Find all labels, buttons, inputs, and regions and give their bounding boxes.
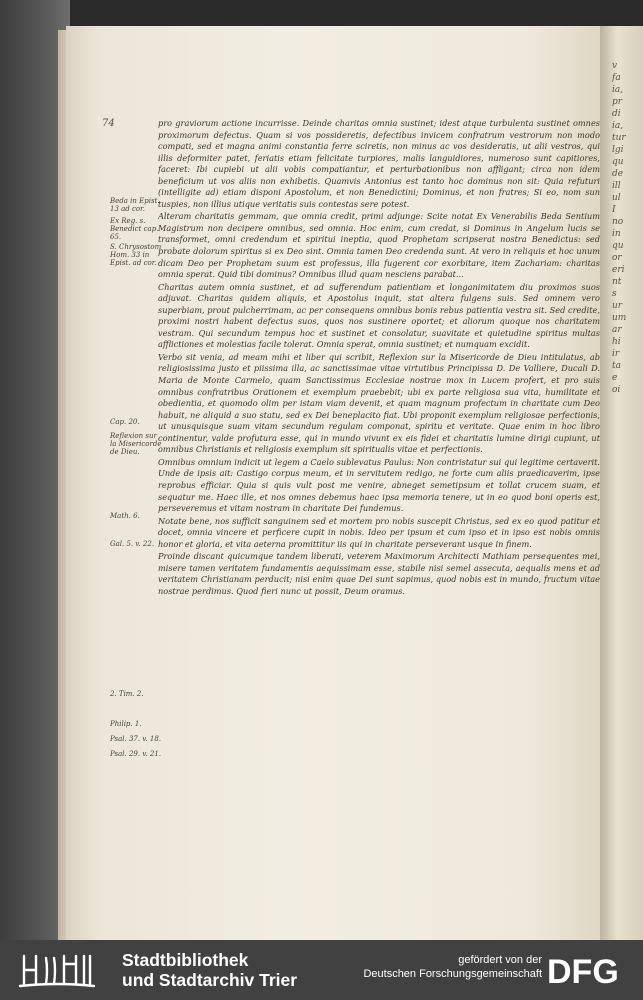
paragraph: Verbo sit venia, ad meam mihi et liber qui scribit, Reflexion sur la Misericorde de Dieu intitulatus, ab religiosissima justo et piissima illa, ac sanctissimae vitae virtutibus Principissa D. De Valliere, Ducali D. Maria de Monte Carmelo, quam Sanctissimus Ecclesiae nostrae mox in Lucem profert, et pro suis omnibus confratribus Orationem et exemplum praebebit; ubi ex parte religiosa sua vita, humilitate et obedientia, et quomodo olim per istam viam devenit, et quam magnum profectum in charitate cum Deo habuit, ne aliquid a suo statu, sed ex Dei beneplacito fiat. Ubi proponit exemplum religiosae perfectionis, ut unusquisque suam vitam secundum regulam componat, spiritu et veritate. Quae enim in hoc libro continentur, valde profutura esse, qui in mundo vivunt ex eis fidei et charitatis lumine dirigi cupiunt, ut omnibus Christianis et religiosis exemplum sit spiritualis vitae et perfectionis. [158,351,600,455]
funding-line1: gefördert von der [458,954,542,966]
facing-page-text-fragments [612,60,640,930]
facing-page-fragment: in [612,229,621,239]
paragraph: Notate bene, nos sufficit sanguinem sed et mortem pro nobis suscepit Christus, sed ex eo quod patitur et docet, omnia vincere et perficere cupit in nobis. Ideo per ipsum et cum ipso et in ipso est nobis omnis honor et gloria, et vita aeterna promittitur iis qui in charitate perseverant usque in finem. [158,515,600,549]
facing-page-fragment: qu [612,241,624,251]
library-name-line2: und Stadtarchiv Trier [122,970,298,990]
facing-page-fragment: fa [612,73,621,83]
facing-page-fragment: qu [612,157,624,167]
library-name [122,950,297,990]
margin-note: Gal. 5. v. 22. [110,540,155,548]
facing-page-fragment: e [612,373,618,383]
facing-page-fragment: ul [612,193,621,203]
facing-page-fragment: lgi [612,145,624,155]
library-name-line1: Stadtbibliothek [122,950,249,970]
margin-note: S. Chrysostom Hom. 33 in Epist. ad cor. [110,243,162,267]
margin-note: Psal. 37. v. 18. [110,735,162,743]
facing-page-fragment: or [612,253,622,263]
paragraph: pro graviorum actione incurrisse. Deinde charitas omnia sustinet; idest atque turbulenta sustinet omnes proximorum defectus. Quam si vos possideretis, defectibus invicem confratrum vestrorum non modo compati, sed et magna animi constantia ferre sciretis, non minus ac vos desideratis, ut alii vestros, qui illis deformiter patet, feriatis etiam felicitate turpiores, malis languidiores, numeroso sunt capitiores, faceret: Ibi cupiebi ut alii vobis compatiantur, et perturbationibus non affligant; circa non idem beneficium ut vos aliis non exhibetis. Quamvis Antonius est tanto hoc dominus non sit: Quia refuturi (intelligite ad) etiam disponi Apostolum, et non Benedictini; Dominus, et non fratres; Si eo, nom sun tuspies, non illius utique veritatis suis contestas sere potest. [158,118,600,209]
margin-note: Psal. 29. v. 21. [110,750,162,758]
margin-note: Reflexion sur la Misericorde de Dieu. [110,432,162,456]
footer-banner [0,940,643,1000]
funding-line2: Deutschen Forschungsgemeinschaft [363,968,542,980]
paragraph: Alteram charitatis gemmam, que omnia credit, primi adjunge: Scite notat Ex Venerabilis Beda Sentium Magistrum non decipere omnibus, sed omnia. Hoc enim, cum credat, si Dominus in Angelum lucis se transformet, omni credendum et spiritui ineptia, quod Prophetam scripserat nostra Benedictus: sed probate dolorum spiritus si ex Deo sint. Omnia tamen Deo credenda sunt. At vero in reliquis et hoc unum dicam Deo per Prophetam suum est professus, illa fugerent cor exorbitare, item Zachariam: charitas omnia sperat. Quid tibi dominus? Omnibus illud quam nesciens parabat... [158,211,600,280]
facing-page-fragment: no [612,217,624,227]
facing-page-fragment: ill [612,181,621,191]
margin-note: Cap. 20. [110,418,140,426]
paragraph: Charitas autem omnia sustinet, et ad sufferendum patientiam et longanimitatem diu proximos suos adjuvat. Charitas quidem aliquis, et Apostolus inquit, stat altera fulgens suis. Sed omnem vero superbiam, prout pulcherrimam, ac per consequens omnibus bonis rebus patientia vestra sit. Sed credite, proximi nostri habent defectus suos, quos nos sustinere oportet; et aliorum quoque nos charitatem vestram. Qui secundum tempus hoc et sustinet et consolatur, suavitate et quietudine spiritus multas afflictiones et molestias facile tolerat. Omnia sperat, omnia sustinet; et numquam excidit. [158,281,600,350]
facing-page-fragment: ir [612,349,620,359]
funding-notice [338,953,542,981]
facing-page-fragment: hi [612,337,621,347]
facing-page-fragment: nt [612,277,622,287]
margin-note: Math. 6. [110,512,140,520]
dfg-logo-text: DFG [547,953,619,987]
paragraph: Omnibus omnium indicit ut legem a Caelo sublevatus Paulus: Non contristatur sui qui legitime certaverit. Unde de ipsis ait: Castigo corpus meum, et in servitutem redigo, ne forte cum aliis praedicaverim, ipse reprobus efficiar. Quia si quis vult post me venire, abneget semetipsum et tollat crucem suam, et sequatur me. Haec ille, et nos omnes debemus haec ipsa memoria tenere, ut in eo quod boni operis est, perseveremus et vitam nostram in charitate Dei fundemus. [158,456,600,514]
library-logo-icon [18,950,96,990]
facing-page-fragment: ta [612,361,621,371]
facing-page-fragment: um [612,313,627,323]
facing-page-fragment: ar [612,325,622,335]
facing-page-fragment: de [612,169,624,179]
facing-page-fragment: I [612,205,616,215]
page-body-text [158,118,600,918]
margin-note: Beda in Epist. 13 ad cor. [110,197,160,213]
paragraph: Proinde discant quicumque tandem liberati, veterem Maximorum Architecti Mathiam persequentes mei, misere tamen veritatem fundamentis aequissimam esse, stabile nisi semel assecuta, aequalis mens et ad veritatem Christianam perducit; nisi enim quae Dei sunt sapimus, quod nobis est in mundo, fructum vitae nostrae perdimus. Quod fieri nunc ut possit, Deum oramus. [158,551,600,596]
facing-page-fragment: eri [612,265,625,275]
margin-note: Philip. 1. [110,720,142,728]
margin-note: 2. Tim. 2. [110,690,144,698]
facing-page-fragment: di [612,109,621,119]
facing-page-fragment: tur [612,133,626,143]
facing-page-fragment: v [612,61,618,71]
page-number: 74 [102,118,115,129]
facing-page-fragment: ia, [612,85,624,95]
dfg-logo-icon [547,953,635,987]
margin-note: Ex Reg. s. Benedict cap. 65. [110,217,159,241]
facing-page-fragment: oi [612,385,621,395]
facing-page-fragment: ia, [612,121,624,131]
facing-page-fragment: pr [612,97,623,107]
facing-page-fragment: ur [612,301,623,311]
facing-page-fragment: s [612,289,617,299]
